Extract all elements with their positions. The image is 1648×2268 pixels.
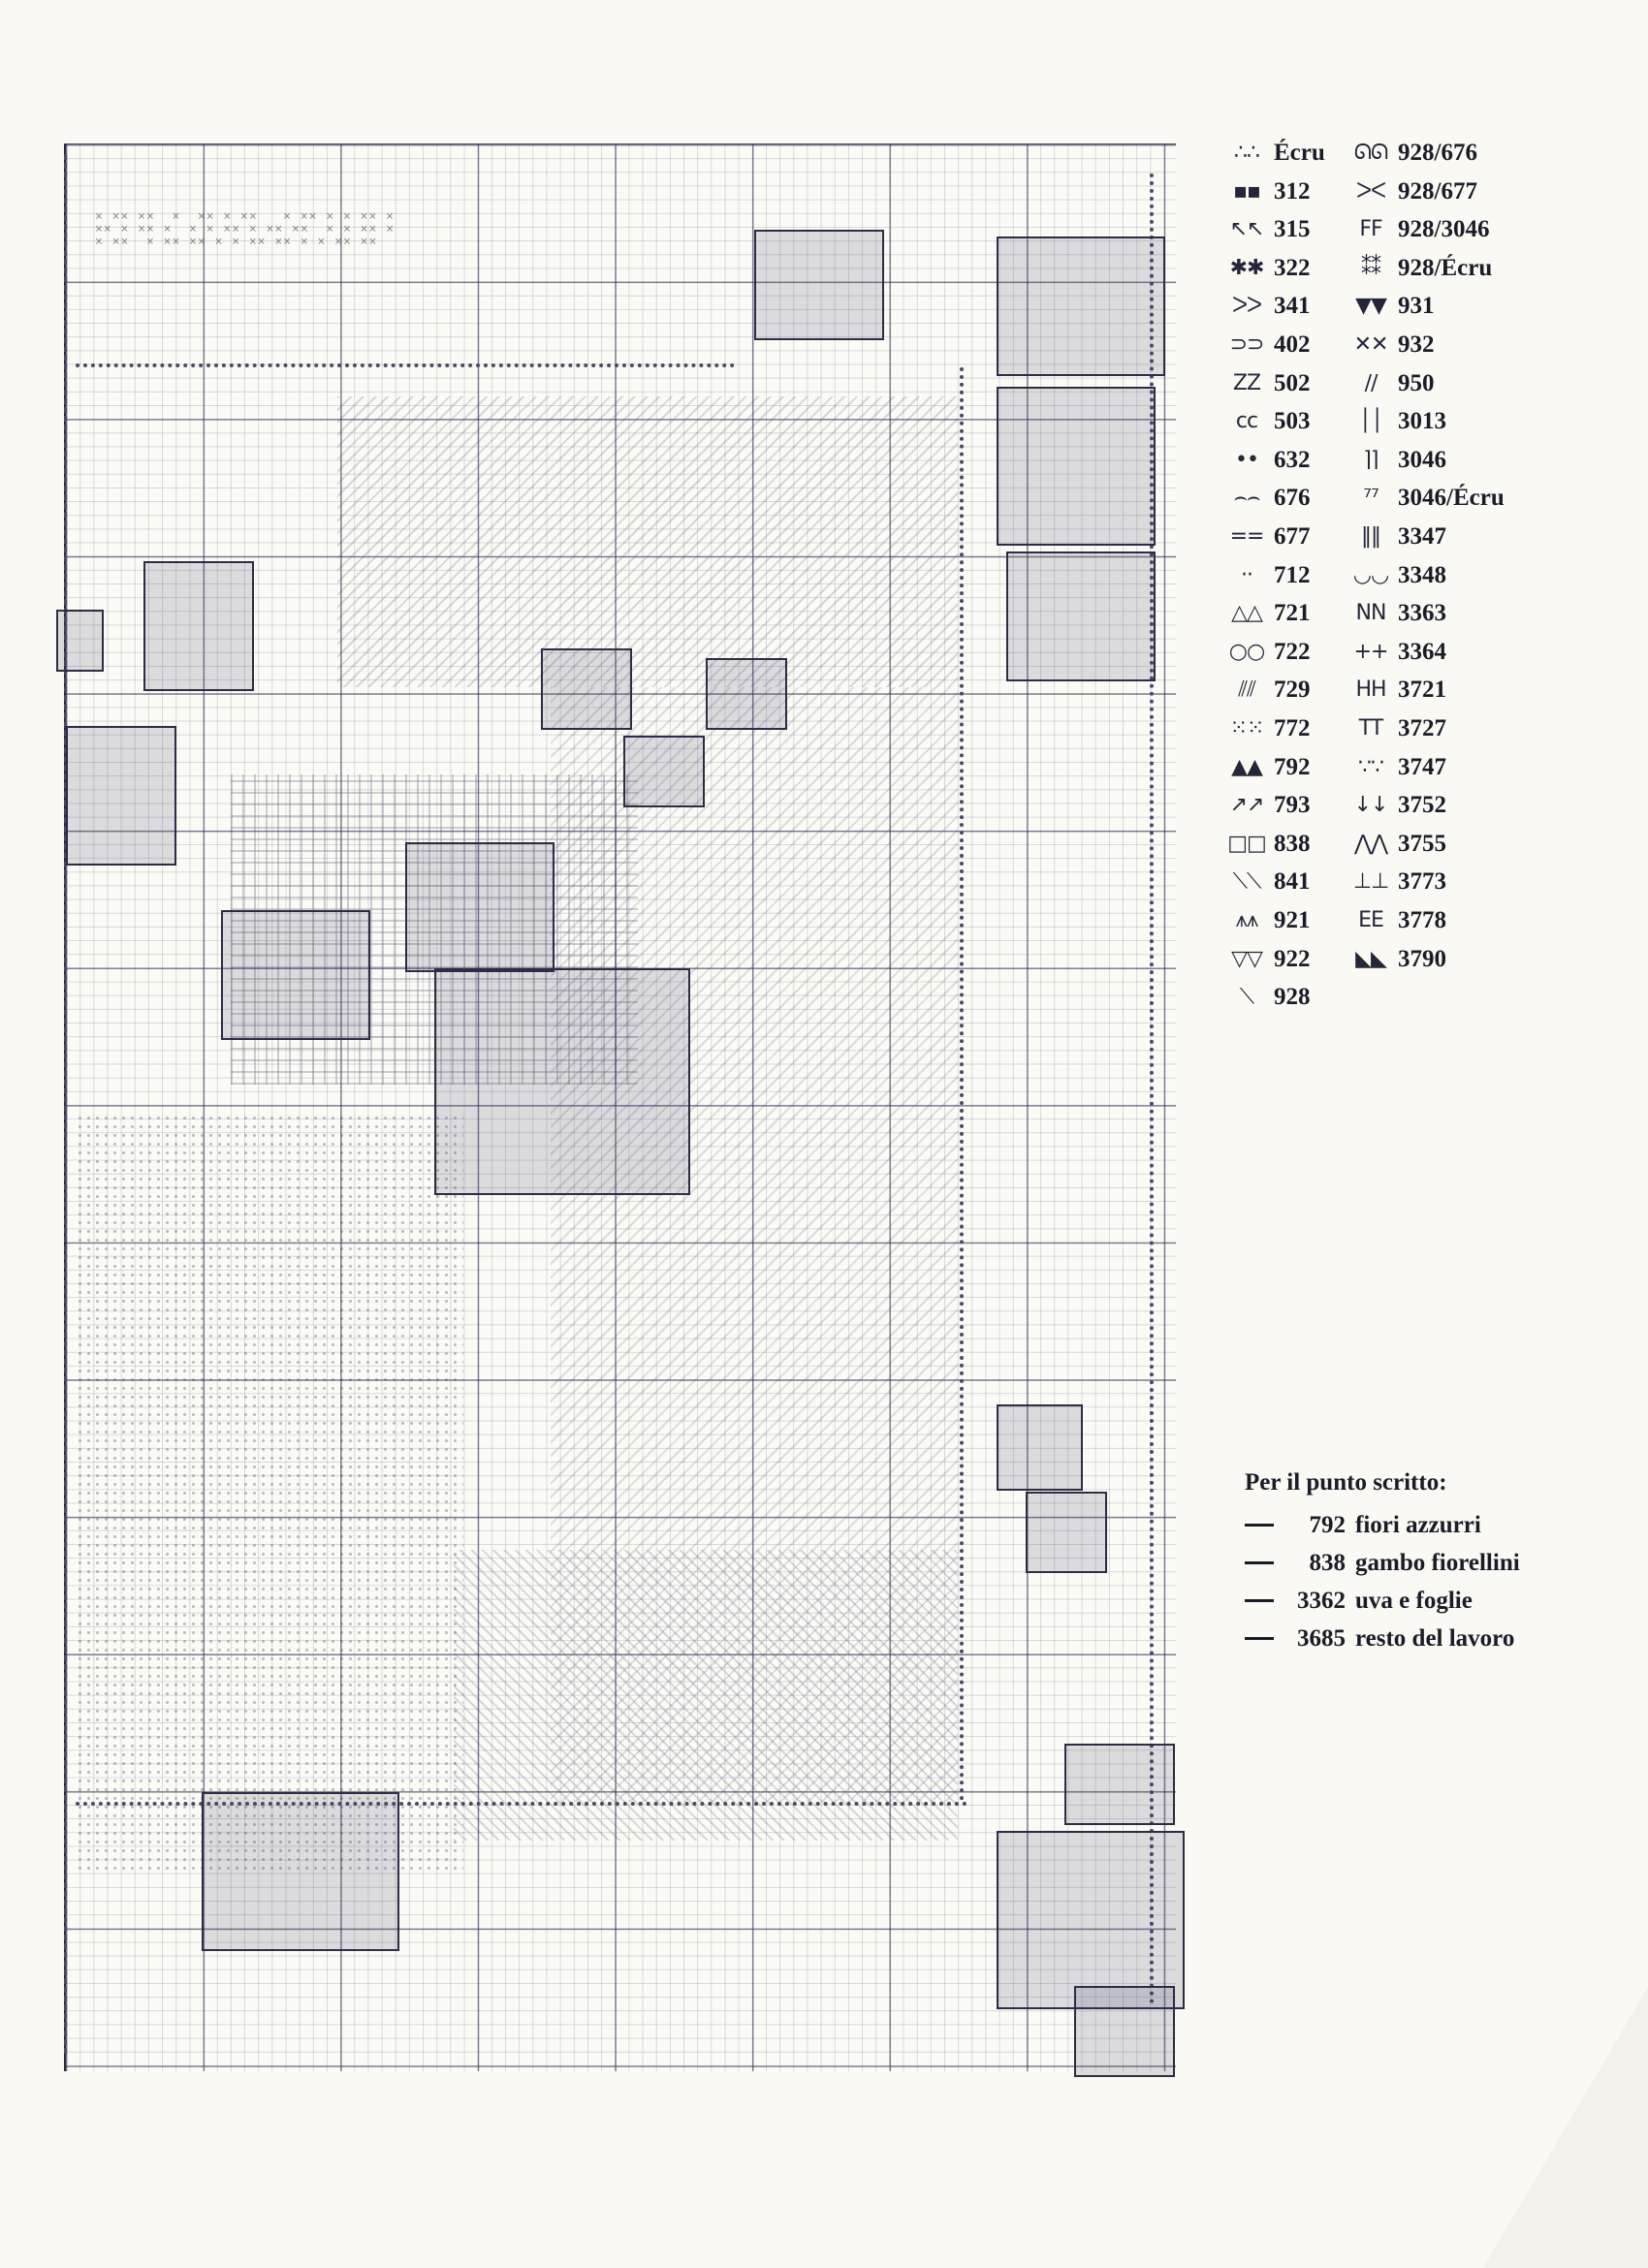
legend-row	[1353, 136, 1477, 171]
double-bar-symbol: ‖‖	[1361, 524, 1380, 549]
flower-motif	[56, 610, 104, 672]
plus-symbol: ++	[1353, 639, 1388, 664]
f-shape-symbol: FF	[1359, 217, 1382, 242]
legend-row	[1229, 596, 1311, 631]
legend-color-code: 3046/Écru	[1398, 485, 1505, 512]
legend-color-code: 312	[1274, 177, 1311, 205]
backstitch-item	[1245, 1506, 1520, 1544]
legend-row	[1353, 750, 1446, 785]
legend-row	[1229, 520, 1311, 554]
line-dash-icon	[1245, 1599, 1274, 1602]
legend-color-code: 729	[1274, 677, 1311, 704]
corner-symbol: ⌉⌉	[1363, 447, 1379, 472]
line-dash-icon	[1245, 1524, 1274, 1527]
legend-row	[1353, 673, 1446, 708]
t-shape-symbol: TT	[1358, 716, 1383, 740]
filled-dot-symbol: ••	[1235, 447, 1258, 472]
legend-row	[1229, 136, 1325, 171]
legend-row	[1353, 827, 1446, 862]
legend-color-code: 3364	[1398, 638, 1446, 665]
legend-color-code: 677	[1274, 523, 1311, 550]
legend-color-code: 928/3046	[1398, 216, 1490, 243]
x-symbol: ✕✕	[1353, 332, 1388, 357]
angle-pair-symbol: ᐳᐸ	[1355, 178, 1386, 204]
legend-row	[1229, 635, 1311, 670]
legend-color-code: 838	[1274, 830, 1311, 857]
backstitch-title: Per il punto scritto:	[1245, 1469, 1447, 1496]
single-backslash-symbol: ⟍	[1239, 985, 1254, 1010]
legend-row	[1353, 903, 1446, 938]
legend-row	[1353, 596, 1446, 631]
inverted-t-symbol: ⊥⊥	[1352, 869, 1389, 895]
grape-cluster-motif	[997, 387, 1156, 546]
legend-row	[1353, 788, 1446, 823]
legend-color-code: 632	[1274, 446, 1311, 473]
legend-row	[1229, 443, 1311, 478]
legend-row	[1353, 366, 1435, 401]
legend-color-code: 712	[1274, 561, 1311, 588]
leaf-motif	[706, 658, 787, 730]
legend-row	[1353, 635, 1446, 670]
legend-row	[1229, 289, 1311, 324]
backstitch-item	[1245, 1620, 1520, 1657]
circle-symbol: ○○	[1228, 639, 1265, 664]
legend-row	[1353, 404, 1446, 439]
legend-color-code: 928/677	[1398, 177, 1477, 205]
legend-row	[1229, 174, 1311, 209]
legend-color-code: Écru	[1274, 140, 1325, 166]
legend-color-code: 3363	[1398, 600, 1446, 627]
asterisk-symbol: ✱✱	[1229, 255, 1264, 280]
leaf-motif	[405, 842, 555, 972]
legend-row	[1229, 865, 1311, 899]
legend-row	[1229, 980, 1311, 1015]
legend-row	[1353, 942, 1446, 977]
legend-row	[1353, 520, 1446, 554]
backstitch-item	[1245, 1582, 1520, 1620]
legend-color-code: 315	[1274, 216, 1311, 243]
half-square-symbol: ◣◣	[1355, 946, 1386, 971]
backslash-symbol: ⟍⟍	[1232, 869, 1261, 895]
grape-cluster-motif	[1064, 1744, 1175, 1825]
legend-color-code: 931	[1398, 293, 1435, 320]
legend-color-code: 341	[1274, 293, 1311, 320]
seven-symbol: ⁷⁷	[1363, 486, 1379, 511]
open-curve-symbol: cc	[1235, 409, 1258, 434]
backstitch-color-code: 3362	[1297, 1587, 1346, 1614]
legend-row	[1353, 865, 1446, 899]
legend-color-code: 950	[1398, 369, 1435, 396]
legend-color-code: 792	[1274, 753, 1311, 780]
legend-row	[1353, 711, 1446, 746]
grape-cluster-motif	[1074, 1986, 1175, 2077]
legend-row	[1353, 289, 1435, 324]
page-corner-fold	[1483, 1987, 1648, 2268]
title-lettering-stitches: × ×× ×× × ×× × ×× × ×× × × ×× × ×× × ×× × × × ×× × ×× ×× × × ×× × × ×× × ×× ×× × × ×× ×× × × ×× ××	[95, 210, 395, 249]
legend-color-code: 3747	[1398, 753, 1446, 780]
chevron-symbol: ᐳᐳ	[1231, 294, 1262, 319]
legend-color-code: 3778	[1398, 907, 1446, 933]
backstitch-color-code: 3685	[1297, 1624, 1346, 1652]
legend-row	[1353, 174, 1477, 209]
legend-color-code: 3348	[1398, 561, 1446, 588]
filled-triangle-symbol: ▲▲	[1231, 754, 1262, 779]
legend-color-code: 3046	[1398, 446, 1446, 473]
legend-row	[1353, 558, 1446, 593]
grape-cluster-motif	[997, 1404, 1083, 1491]
spike-symbol: ⩚⩚	[1235, 908, 1258, 932]
legend-row	[1229, 750, 1311, 785]
caret-symbol: ⋀⋀	[1353, 831, 1388, 856]
e-shape-symbol: ЕЕ	[1358, 908, 1383, 932]
scattered-dot-symbol: ∵∵	[1358, 754, 1383, 779]
leaf-motif	[623, 736, 705, 807]
legend-color-code: 402	[1274, 331, 1311, 358]
g-shape-symbol: ᘏᘏ	[1353, 141, 1388, 165]
legend-color-code: 3347	[1398, 523, 1446, 550]
backstitch-label: gambo fiorellini	[1355, 1549, 1520, 1576]
line-dash-icon	[1245, 1637, 1274, 1640]
legend-row	[1229, 711, 1311, 746]
legend-color-code: 928	[1274, 984, 1311, 1011]
legend-color-code: 3752	[1398, 792, 1446, 819]
leaf-motif	[541, 648, 632, 730]
legend-color-code: 676	[1274, 485, 1311, 512]
legend-row	[1229, 251, 1311, 286]
legend-color-code: 322	[1274, 254, 1311, 281]
backstitch-color-code: 838	[1309, 1549, 1346, 1576]
left-border-dash-column	[64, 154, 67, 2054]
legend-color-code: 932	[1398, 331, 1435, 358]
legend-color-code: 3727	[1398, 715, 1446, 741]
open-square-symbol: □□	[1227, 831, 1266, 856]
curve-symbol: ⊃⊃	[1229, 332, 1264, 357]
cross-dot-symbol: ⁙⁙	[1229, 716, 1264, 740]
legend-row	[1229, 366, 1311, 401]
legend-row	[1353, 443, 1446, 478]
legend-color-code: 928/676	[1398, 140, 1477, 166]
dash-symbol: ==	[1229, 524, 1264, 549]
small-dot-symbol: ··	[1241, 562, 1252, 587]
legend-color-code: 3721	[1398, 677, 1446, 704]
legend-row	[1353, 328, 1435, 362]
h-shape-symbol: HH	[1355, 677, 1386, 703]
backstitch-label: uva e foglie	[1355, 1587, 1473, 1614]
backstitch-label: fiori azzurri	[1355, 1511, 1481, 1538]
bar-symbol: ││	[1358, 409, 1383, 434]
legend-row	[1229, 827, 1311, 862]
grape-cluster-motif	[1006, 551, 1156, 681]
backstitch-notes	[1245, 1469, 1520, 1657]
zigzag-symbol: ZZ	[1232, 370, 1261, 395]
top-border-stitch-row	[76, 363, 735, 367]
legend-row	[1353, 251, 1492, 286]
legend-color-code: 3790	[1398, 945, 1446, 972]
filled-square-symbol: ▪▪	[1233, 178, 1260, 204]
legend-color-code: 772	[1274, 715, 1311, 741]
legend-color-code: 928/Écru	[1398, 254, 1493, 281]
grape-cluster-motif	[434, 968, 690, 1195]
legend-color-code: 922	[1274, 945, 1311, 972]
backstitch-label: resto del lavoro	[1355, 1624, 1515, 1652]
legend-row	[1229, 558, 1311, 593]
down-triangle-symbol: ▽▽	[1231, 946, 1262, 971]
legend-row	[1229, 481, 1311, 516]
arc-symbol: ⌢⌢	[1233, 486, 1260, 511]
legend-color-code: 3773	[1398, 868, 1446, 896]
legend-color-code: 921	[1274, 907, 1311, 933]
legend-row	[1229, 788, 1311, 823]
mixed-cross-symbol: ⁑⁑	[1361, 255, 1380, 280]
diagonal-arrow-symbol: ↗↗	[1229, 793, 1264, 818]
basket-stitch-area	[76, 1114, 463, 1870]
legend-color-code: 793	[1274, 792, 1311, 819]
legend-color-code: 841	[1274, 868, 1311, 896]
legend-color-code: 721	[1274, 600, 1311, 627]
legend-color-code: 3013	[1398, 408, 1446, 435]
legend-row	[1229, 903, 1311, 938]
legend-row	[1229, 942, 1311, 977]
down-arrow-symbol: ↓↓	[1353, 793, 1388, 818]
right-border-stitch-column	[960, 367, 964, 1802]
filled-down-triangle-symbol: ▼▼	[1355, 294, 1386, 319]
flower-motif	[143, 561, 254, 691]
double-slash-symbol: ⫽⫽	[1238, 677, 1255, 703]
legend-row	[1229, 328, 1311, 362]
dotted-triangle-symbol: ∴∴	[1234, 141, 1259, 165]
backstitch-color-code: 792	[1309, 1511, 1346, 1538]
window-frame-hatching	[337, 396, 958, 687]
leaf-motif	[66, 726, 176, 866]
legend-color-code: 722	[1274, 638, 1311, 665]
arrow-symbol: ↖↖	[1229, 217, 1264, 242]
backstitch-item	[1245, 1544, 1520, 1582]
legend-row	[1229, 404, 1311, 439]
cup-symbol: ◡◡	[1352, 562, 1389, 587]
tablecloth-stitch-area	[454, 1550, 958, 1841]
legend-color-code: 503	[1274, 408, 1311, 435]
leaf-motif	[202, 1792, 399, 1951]
grape-cluster-motif	[997, 236, 1165, 376]
legend-row	[1229, 212, 1311, 247]
legend-row	[1229, 673, 1311, 708]
open-triangle-symbol: △△	[1231, 601, 1262, 626]
leaf-motif	[221, 910, 370, 1040]
grape-cluster-motif	[997, 1831, 1185, 2009]
legend-row	[1353, 212, 1489, 247]
grape-cluster-motif	[754, 230, 884, 340]
line-dash-icon	[1245, 1561, 1274, 1564]
slash-symbol: ∕∕	[1364, 370, 1378, 395]
legend-color-code: 3755	[1398, 830, 1446, 857]
grape-cluster-motif	[1026, 1492, 1107, 1573]
cross-stitch-chart-grid	[64, 143, 1176, 2071]
legend-color-code: 502	[1274, 369, 1311, 396]
legend-row	[1353, 481, 1505, 516]
n-shape-symbol: NN	[1355, 601, 1386, 626]
